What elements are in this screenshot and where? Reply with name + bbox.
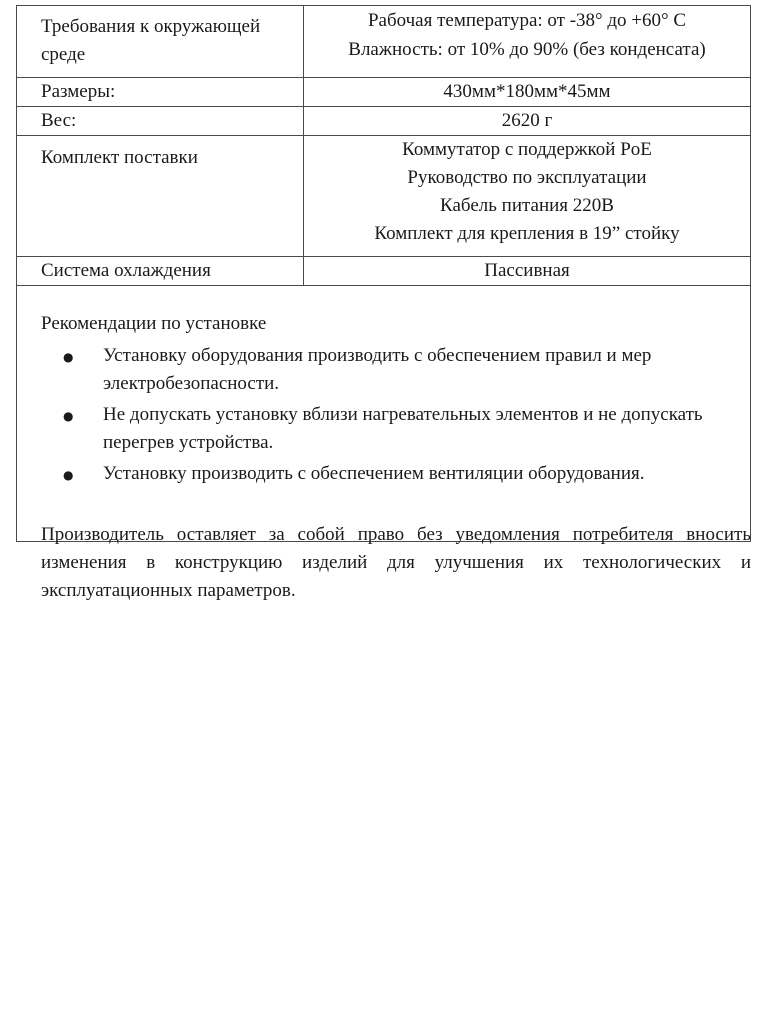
spec-table [16,5,751,542]
spec-row-dimensions [17,78,751,107]
humidity-text: Влажность: от 10% до 90% (без конденсата) [348,39,706,60]
weight-value: 2620 г [304,107,751,136]
spec-row-recommendations [17,286,751,542]
dimensions-label: Размеры: [17,78,304,107]
dimensions-value: 430мм*180мм*45мм [304,78,751,107]
spec-row-kit [17,136,751,257]
recommendations-cell [17,286,751,542]
disclaimer-paragraph: Производитель оставляет за собой право без уведомления потребителя вносить изменения в конструкцию изделий для улучшения их технологических и эксплуатационных параметров. [41,524,751,601]
kit-label: Комплект поставки [17,136,304,257]
list-item [41,460,750,488]
recommendation-text: Установку оборудования производить с обеспечением правил и мер электробезопасности. [103,345,652,394]
list-item [41,401,750,457]
kit-item: Коммутатор с поддержкой PoE [402,139,652,160]
kit-item: Комплект для крепления в 19” стойку [374,223,680,244]
recommendations-list [41,342,750,488]
kit-value [304,136,751,257]
recommendations-title: Рекомендации по установке [41,313,267,334]
weight-label: Вес: [17,107,304,136]
spec-row-weight [17,107,751,136]
environment-value [304,6,751,78]
list-item [41,342,750,398]
bullet-icon [63,460,73,489]
kit-item: Руководство по эксплуатации [407,167,647,188]
spec-row-environment [17,6,751,78]
kit-item: Кабель питания 220В [440,195,614,216]
cooling-label: Система охлаждения [17,257,304,286]
environment-label: Требования к окружающей среде [17,6,304,78]
temperature-text: Рабочая температура: от -38° до +60° С [367,10,687,31]
recommendation-text: Установку производить с обеспечением вентиляции оборудования. [103,463,645,484]
recommendation-text: Не допускать установку вблизи нагревательных элементов и не допускать перегрев устройства. [103,404,703,453]
bullet-icon [63,342,73,371]
cooling-value: Пассивная [304,257,751,286]
bullet-icon [63,401,73,430]
spec-row-cooling [17,257,751,286]
